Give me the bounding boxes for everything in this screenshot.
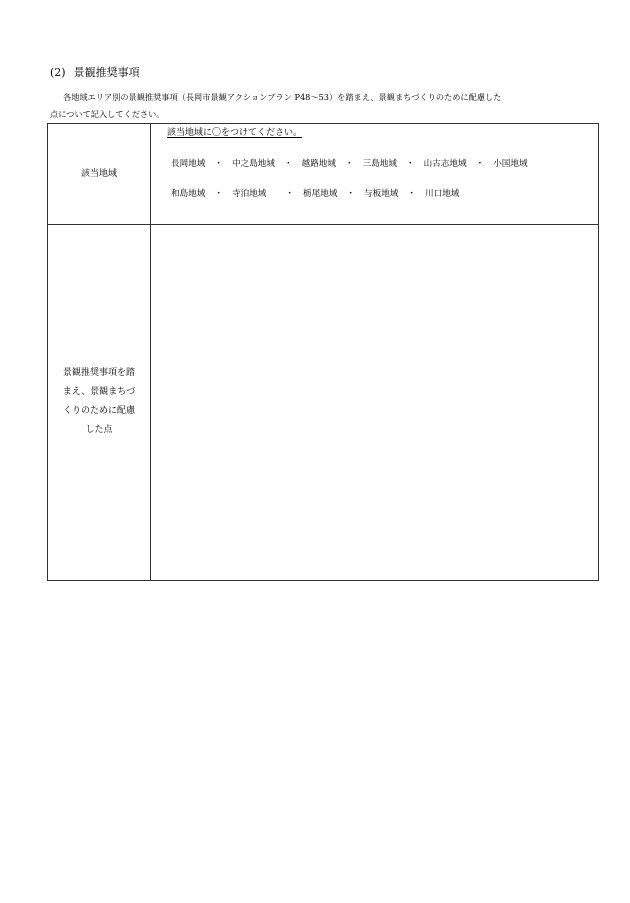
notes-label-line: まえ、景観まちづ bbox=[62, 387, 136, 397]
district-option[interactable]: 和島地域 bbox=[171, 189, 206, 199]
section-title: 景観推奨事項 bbox=[73, 66, 140, 79]
district-option[interactable]: 川口地域 bbox=[425, 189, 460, 199]
separator-dot: ・ bbox=[346, 189, 355, 199]
separator-dot: ・ bbox=[214, 159, 223, 169]
section-intro bbox=[50, 87, 605, 124]
separator-dot: ・ bbox=[407, 189, 416, 199]
section-number: (2) bbox=[50, 66, 66, 79]
area-label: 該当地域 bbox=[80, 168, 117, 179]
area-label-cell bbox=[48, 124, 151, 224]
separator-dot: ・ bbox=[405, 159, 415, 169]
section-heading bbox=[50, 66, 140, 80]
district-option[interactable]: 山古志地域 bbox=[423, 159, 467, 169]
notes-label-line: した点 bbox=[85, 425, 113, 435]
district-option[interactable]: 与板地域 bbox=[364, 189, 399, 199]
landscape-form-table bbox=[47, 123, 599, 581]
district-option[interactable]: 小国地域 bbox=[493, 159, 528, 169]
area-row bbox=[48, 124, 598, 225]
district-option[interactable]: 越路地域 bbox=[301, 159, 336, 169]
separator-dot: ・ bbox=[283, 159, 293, 169]
notes-label-line: くりのために配慮 bbox=[62, 406, 135, 416]
notes-label bbox=[63, 364, 135, 440]
district-option[interactable]: 中之島地域 bbox=[232, 159, 275, 169]
intro-line-2: 点について記入してください。 bbox=[50, 109, 165, 119]
district-option[interactable]: 三島地域 bbox=[362, 159, 397, 169]
area-instruction: 該当地域に〇をつけてください。 bbox=[167, 128, 303, 138]
district-row-2 bbox=[171, 188, 459, 200]
intro-line-1: 各地域エリア別の景観推奨事項（長岡市景観アクションプラン P48〜53）を踏まえ、景観まちづくりのために配慮した bbox=[63, 92, 502, 102]
separator-dot: ・ bbox=[285, 189, 294, 199]
notes-entry-cell bbox=[151, 224, 598, 580]
notes-label-cell bbox=[48, 224, 151, 580]
area-select-cell bbox=[151, 124, 598, 224]
separator-dot: ・ bbox=[475, 159, 485, 169]
district-option[interactable]: 寺泊地域 bbox=[232, 189, 267, 199]
district-option[interactable]: 栃尾地域 bbox=[303, 189, 338, 199]
notes-row bbox=[48, 224, 598, 580]
separator-dot: ・ bbox=[344, 159, 354, 169]
notes-writing-area[interactable] bbox=[151, 224, 598, 580]
district-option[interactable]: 長岡地域 bbox=[171, 159, 206, 169]
district-row-1 bbox=[171, 158, 528, 170]
notes-label-line: 景観推奨事項を踏 bbox=[62, 368, 135, 378]
separator-dot: ・ bbox=[214, 189, 223, 199]
